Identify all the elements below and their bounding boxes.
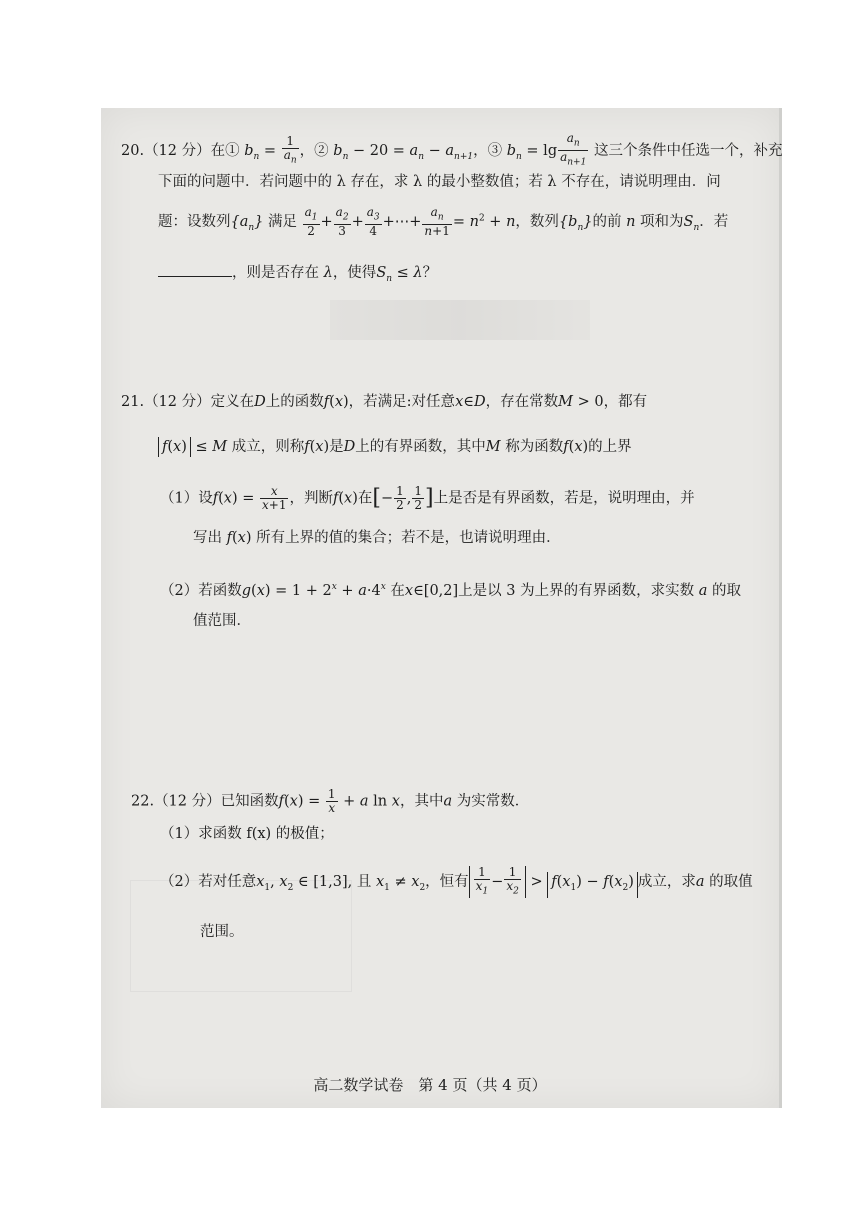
q20-text-d: 这三个条件中任选一个，补充 [593,142,783,159]
q20-line-2: 下面的问题中．若问题中的 λ 存在，求 λ 的最小整数值；若 λ 不存在，请说明理由．问 [158,174,721,190]
q21-part-2-line-2: 值范围． [193,613,251,629]
q21-number: 21. [121,394,145,410]
q21-score: （12 分） [144,394,211,410]
answer-blank[interactable] [158,262,232,277]
q20-text-c: ，③ [473,142,503,159]
q21-part-1-line-1: （1）设f(x) = $\frac{x}{x+1}$ ，判断f(x)在[− $\frac{1}{2}$ , $\frac{1}{2}$ ]上是否是有界函数，若是，说明理由，并 [160,484,695,512]
q21-part-2-line-1: （2）若函数$g(x) = 1 + 2^x + a\cdot 4^x$ 在x∈[0,2]上是以 3 为上界的有界函数，求实数 a 的取 [160,582,741,599]
q22-number: 22. [131,793,155,810]
page-edge [779,108,782,1108]
page-footer: 高二数学试卷 第 4 页（共 4 页） [313,1076,547,1094]
q21-part-1-line-2: 写出 f(x) 所有上界的值的集合；若不是，也请说明理由． [193,530,561,546]
q22-line-1: 22.（12 分）已知函数f(x) = $\frac{1}{x}$ + a ln x，其中a 为实常数． [131,787,530,815]
q21-line-1: 21.（12 分）定义在D上的函数f(x)，若满足:对任意x∈D，存在常数M > 0，都有 [121,394,648,410]
q20-text-a: 在① [210,142,240,159]
q20-line-1: 20.（12 分）在① $b_n$ = $\frac{1}{a_n}$ ，② $b_n - 20 = a_n - a_{n+1}$，③ $b_n = \lg$ $\frac{a_n}{a_{n+1}}$ 这三个条件中任选一个，补充 [121,131,783,168]
q22-score: （12 分） [154,793,221,810]
q20-text-b: ，② [299,142,329,159]
q22-part-2-line-1: （2）若对任意$x_1$, $x_2$ ∈ [1,3], 且 $x_1 \ne x_2$，恒有 $\frac{1}{x_1}$ − $\frac{1}{x_2}$ > $f(x_1) - f(x_2)$ 成立，求a 的取值 [160,865,753,897]
q21-line-2: f(x) ≤ M 成立，则称f(x)是D上的有界函数，其中M 称为函数f(x)的上界 [158,437,632,457]
q22-part-1: （1）求函数 f(x) 的极值； [160,826,334,842]
bleed-through-band [330,300,590,340]
q20-line-4: ，则是否存在 λ，使得$S_n \le \lambda$？ [158,262,437,289]
q20-line-3: 题：设数列$\{a_n\}$ 满足 $\frac{a_1}{2}$ + $\frac{a_2}{3}$ + $\frac{a_3}{4}$ +⋯+ $\frac{a_n}{n+1}$ = $n^2 + n$，数列$\{b_n\}$的前 n 项和为$S_n$．若 [158,205,729,239]
q20-number: 20. [121,142,145,159]
q22-part-2-line-2: 范围。 [200,924,244,940]
q20-score: （12 分） [144,142,211,159]
